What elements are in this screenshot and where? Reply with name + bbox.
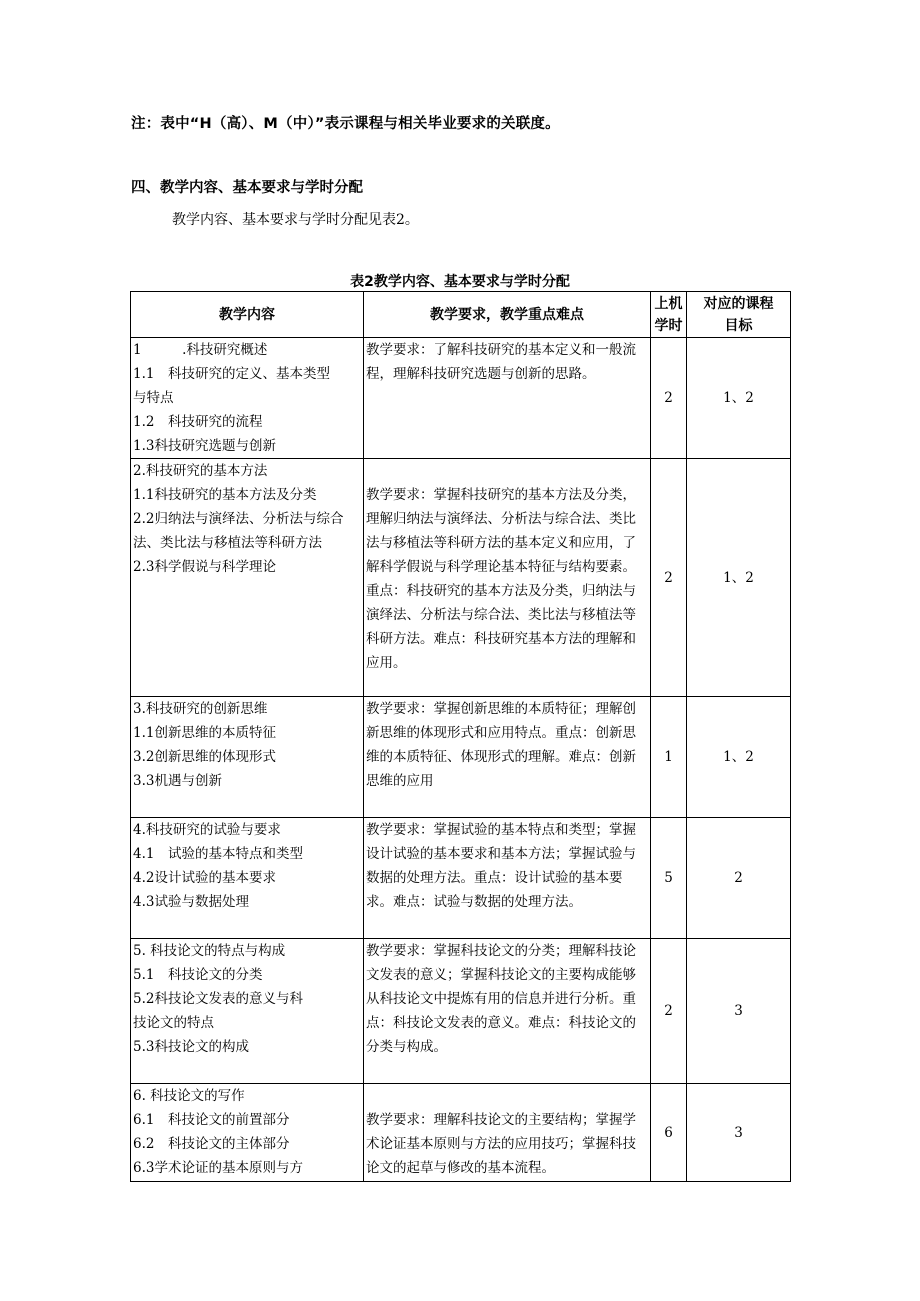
hours-cell: 6: [651, 1084, 687, 1182]
content-line: 4.2设计试验的基本要求: [133, 870, 276, 886]
goals-cell: 1、2: [687, 697, 791, 818]
content-line: 3.3机遇与创新: [133, 773, 222, 789]
table-row: [131, 338, 791, 459]
content-line: 2.3科学假说与科学理论: [133, 559, 276, 575]
content-line: 3.2创新思维的体现形式: [133, 749, 276, 765]
table-row: [131, 697, 791, 818]
goals-cell: 2: [687, 818, 791, 939]
requirements-text: 教学要求：掌握试验的基本特点和类型；掌握设计试验的基本要求和基本方法；掌握试验与数据的处理方法。重点：设计试验的基本要求。难点：试验与数据的处理方法。: [366, 822, 636, 910]
requirements-text: 教学要求：了解科技研究的基本定义和一般流程，理解科技研究选题与创新的思路。: [366, 342, 636, 382]
content-line: 4.1 试验的基本特点和类型: [133, 846, 303, 862]
table-caption: 表2教学内容、基本要求与学时分配: [350, 274, 570, 290]
content-line: 2.2归纳法与演绎法、分析法与综合: [133, 511, 344, 527]
requirements-cell: [364, 459, 651, 697]
table-row: [131, 459, 791, 697]
content-line: 5. 科技论文的特点与构成: [133, 943, 286, 959]
content-line: 1.2 科技研究的流程: [133, 414, 263, 430]
content-line: 6.3学术论证的基本原则与方: [133, 1160, 303, 1176]
requirements-text: 教学要求：掌握创新思维的本质特征；理解创新思维的体现形式和应用特点。重点：创新思维的本质特征、体现形式的理解。难点：创新思维的应用: [366, 701, 636, 789]
requirements-text: 教学要求：掌握科技论文的分类；理解科技论文发表的意义；掌握科技论文的主要构成能够从科技论文中提炼有用的信息并进行分析。重点：科技论文发表的意义。难点：科技论文的分类与构成。: [366, 943, 636, 1055]
content-line: 6.1 科技论文的前置部分: [133, 1112, 290, 1128]
hours-cell: 2: [651, 459, 687, 697]
requirements-cell: [364, 818, 651, 939]
content-line: 与特点: [133, 390, 174, 406]
content-line: 1 .科技研究概述: [133, 342, 268, 358]
requirements-text: 教学要求：理解科技论文的主要结构；掌握学术论证基本原则与方法的应用技巧；掌握科技论文的起草与修改的基本流程。: [366, 1112, 636, 1176]
content-line: 5.1 科技论文的分类: [133, 967, 263, 983]
requirements-cell: [364, 1084, 651, 1182]
content-cell: [131, 1084, 364, 1182]
table-note: 注：表中“H（高）、M（中）”表示课程与相关毕业要求的关联度。: [131, 116, 560, 132]
hours-cell: 1: [651, 697, 687, 818]
content-cell: [131, 939, 364, 1084]
header-hours: [651, 292, 687, 338]
content-cell: [131, 818, 364, 939]
content-line: 1.1创新思维的本质特征: [133, 725, 276, 741]
goals-cell: 1、2: [687, 338, 791, 459]
goals-cell: 1、2: [687, 459, 791, 697]
content-line: 5.3科技论文的构成: [133, 1039, 249, 1055]
content-line: 1.1科技研究的基本方法及分类: [133, 487, 317, 503]
content-line: 1.1 科技研究的定义、基本类型: [133, 366, 330, 382]
content-line: 1.3科技研究选题与创新: [133, 438, 276, 454]
header-content: 教学内容: [131, 292, 364, 338]
section-heading: 四、教学内容、基本要求与学时分配: [131, 180, 363, 196]
goals-cell: 3: [687, 939, 791, 1084]
table-row: [131, 939, 791, 1084]
requirements-cell: [364, 939, 651, 1084]
requirements-cell: [364, 697, 651, 818]
header-hours-line1: 上机: [654, 295, 683, 312]
table-header-row: [131, 292, 791, 338]
content-line: 法、类比法与移植法等科研方法: [133, 535, 322, 551]
requirements-text: 教学要求：掌握科技研究的基本方法及分类，理解归纳法与演绎法、分析法与综合法、类比法与移植法等科研方法的基本定义和应用，了解科学假说与科学理论基本特征与结构要素。重点：科技研究的基本方法及分类，归纳法与演绎法、分析法与综合法、类比法与移植法等科研方法。难点：科技研究基本方法的理解和应用。: [366, 487, 636, 671]
header-goals-line2: 目标: [724, 317, 753, 334]
hours-cell: 2: [651, 338, 687, 459]
header-goals: [687, 292, 791, 338]
table-row: [131, 818, 791, 939]
table-row: [131, 1084, 791, 1182]
content-line: 4.3试验与数据处理: [133, 894, 249, 910]
content-line: 4.科技研究的试验与要求: [133, 822, 281, 838]
section-intro: 教学内容、基本要求与学时分配见表2。: [172, 212, 419, 228]
hours-cell: 5: [651, 818, 687, 939]
hours-cell: 2: [651, 939, 687, 1084]
requirements-cell: [364, 338, 651, 459]
content-line: 5.2科技论文发表的意义与科: [133, 991, 303, 1007]
goals-cell: 3: [687, 1084, 791, 1182]
header-requirements: 教学要求，教学重点难点: [364, 292, 651, 338]
content-line: 6. 科技论文的写作: [133, 1088, 245, 1104]
header-goals-line1: 对应的课程: [703, 295, 774, 312]
content-line: 技论文的特点: [133, 1015, 214, 1031]
content-line: 6.2 科技论文的主体部分: [133, 1136, 290, 1152]
header-hours-line2: 学时: [654, 317, 683, 334]
content-line: 3.科技研究的创新思维: [133, 701, 268, 717]
content-cell: [131, 338, 364, 459]
content-cell: [131, 697, 364, 818]
content-cell: [131, 459, 364, 697]
content-line: 2.科技研究的基本方法: [133, 463, 268, 479]
teaching-content-table: [130, 291, 791, 1182]
